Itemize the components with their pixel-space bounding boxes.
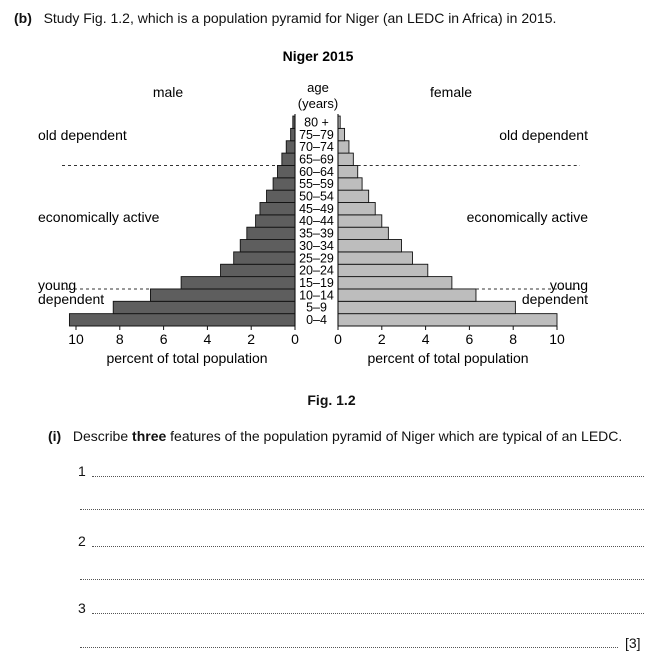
age-group-label: 30–34: [299, 238, 334, 253]
part-label: (b): [14, 10, 32, 26]
bar-male-2: [150, 289, 295, 301]
marks-label: [3]: [625, 635, 641, 651]
age-group-label: 20–24: [299, 263, 334, 278]
answer-line-1b[interactable]: [80, 509, 644, 510]
intro-text: Study Fig. 1.2, which is a population pyramid for Niger (an LEDC in Africa) in 2015.: [43, 10, 557, 26]
bar-male-10: [267, 190, 295, 202]
male-tick-label: 10: [68, 331, 84, 347]
bar-female-1: [338, 301, 515, 313]
female-x-axis-label: percent of total population: [367, 350, 529, 366]
age-group-label: 80 +: [304, 115, 329, 130]
age-group-label: 75–79: [299, 127, 334, 142]
bar-female-0: [338, 314, 557, 326]
age-group-label: 35–39: [299, 226, 334, 241]
male-x-axis-label: percent of total population: [106, 350, 268, 366]
prompt-bold: three: [132, 428, 167, 444]
female-tick-label: 10: [549, 331, 565, 347]
bar-female-7: [338, 227, 388, 239]
male-tick-label: 8: [115, 331, 124, 347]
age-group-label: 55–59: [299, 177, 334, 192]
old-dependent-label-left: old dependent: [38, 127, 127, 143]
bar-female-13: [338, 153, 353, 165]
bar-male-15: [291, 128, 295, 140]
answer-line-3b[interactable]: [80, 647, 618, 648]
bar-male-5: [234, 252, 295, 264]
bar-male-3: [181, 277, 295, 289]
bar-female-4: [338, 264, 428, 276]
bar-female-3: [338, 277, 452, 289]
bar-female-8: [338, 215, 382, 227]
bar-male-0: [69, 314, 295, 326]
bar-female-2: [338, 289, 476, 301]
male-tick-label: 4: [203, 331, 212, 347]
age-group-labels: [299, 115, 334, 327]
female-label: female: [429, 84, 473, 100]
sub-label: (i): [48, 428, 62, 444]
bar-female-10: [338, 190, 369, 202]
sub-question: [48, 428, 622, 444]
bar-male-13: [282, 153, 295, 165]
age-axis-label: age: [307, 80, 329, 95]
answer-line-2a[interactable]: [92, 546, 644, 547]
bar-male-6: [240, 240, 295, 252]
age-group-label: 50–54: [299, 189, 334, 204]
bar-male-4: [221, 264, 295, 276]
young-dependent-label-right-1: young: [549, 277, 588, 293]
economically-active-label-left: economically active: [38, 209, 160, 225]
female-tick-label: 4: [421, 331, 430, 347]
young-dependent-label-left-1: young: [38, 277, 77, 293]
prompt-text-1: Describe: [72, 428, 133, 444]
bar-female-5: [338, 252, 412, 264]
bar-male-7: [247, 227, 295, 239]
young-dependent-label-right-2: dependent: [521, 291, 588, 307]
age-group-label: 10–14: [299, 288, 334, 303]
answer-line-3a[interactable]: [92, 613, 644, 614]
answer-line-2b[interactable]: [80, 579, 644, 580]
female-tick-label: 8: [509, 331, 518, 347]
prompt-text-2: features of the population pyramid of Niger which are typical of an LEDC.: [166, 428, 623, 444]
bar-female-11: [338, 178, 362, 190]
female-tick-label: 2: [377, 331, 386, 347]
bar-female-14: [338, 141, 349, 153]
bar-male-9: [260, 203, 295, 215]
answer-number-1: 1: [78, 463, 86, 479]
age-group-label: 25–29: [299, 251, 334, 266]
age-group-label: 60–64: [299, 164, 334, 179]
answer-number-2: 2: [78, 533, 86, 549]
young-dependent-label-left-2: dependent: [38, 291, 105, 307]
age-group-label: 70–74: [299, 140, 334, 155]
bar-female-12: [338, 165, 358, 177]
bar-male-14: [286, 141, 295, 153]
age-group-label: 0–4: [306, 313, 327, 327]
age-group-label: 40–44: [299, 214, 334, 229]
age-axis-units: (years): [297, 96, 339, 111]
bar-male-8: [256, 215, 295, 227]
bar-male-1: [113, 301, 295, 313]
female-tick-label: 6: [465, 331, 474, 347]
age-group-label: 45–49: [299, 201, 334, 216]
bar-male-12: [277, 165, 295, 177]
age-group-label: 15–19: [299, 275, 334, 290]
economically-active-label-right: economically active: [466, 209, 588, 225]
age-group-label: 5–9: [306, 300, 327, 315]
chart-title: Niger 2015: [282, 48, 354, 64]
figure-caption: Fig. 1.2: [307, 392, 356, 408]
answer-number-3: 3: [78, 600, 86, 616]
female-tick-label: 0: [334, 331, 342, 347]
old-dependent-label-right: old dependent: [499, 127, 588, 143]
male-tick-label: 2: [247, 331, 256, 347]
bar-female-6: [338, 240, 402, 252]
male-tick-label: 0: [291, 331, 299, 347]
male-tick-label: 6: [159, 331, 168, 347]
male-label: male: [152, 84, 184, 100]
age-group-label: 65–69: [299, 152, 334, 167]
answer-line-1a[interactable]: [92, 476, 644, 477]
bar-female-9: [338, 203, 375, 215]
bar-male-11: [273, 178, 295, 190]
bar-female-15: [338, 128, 345, 140]
